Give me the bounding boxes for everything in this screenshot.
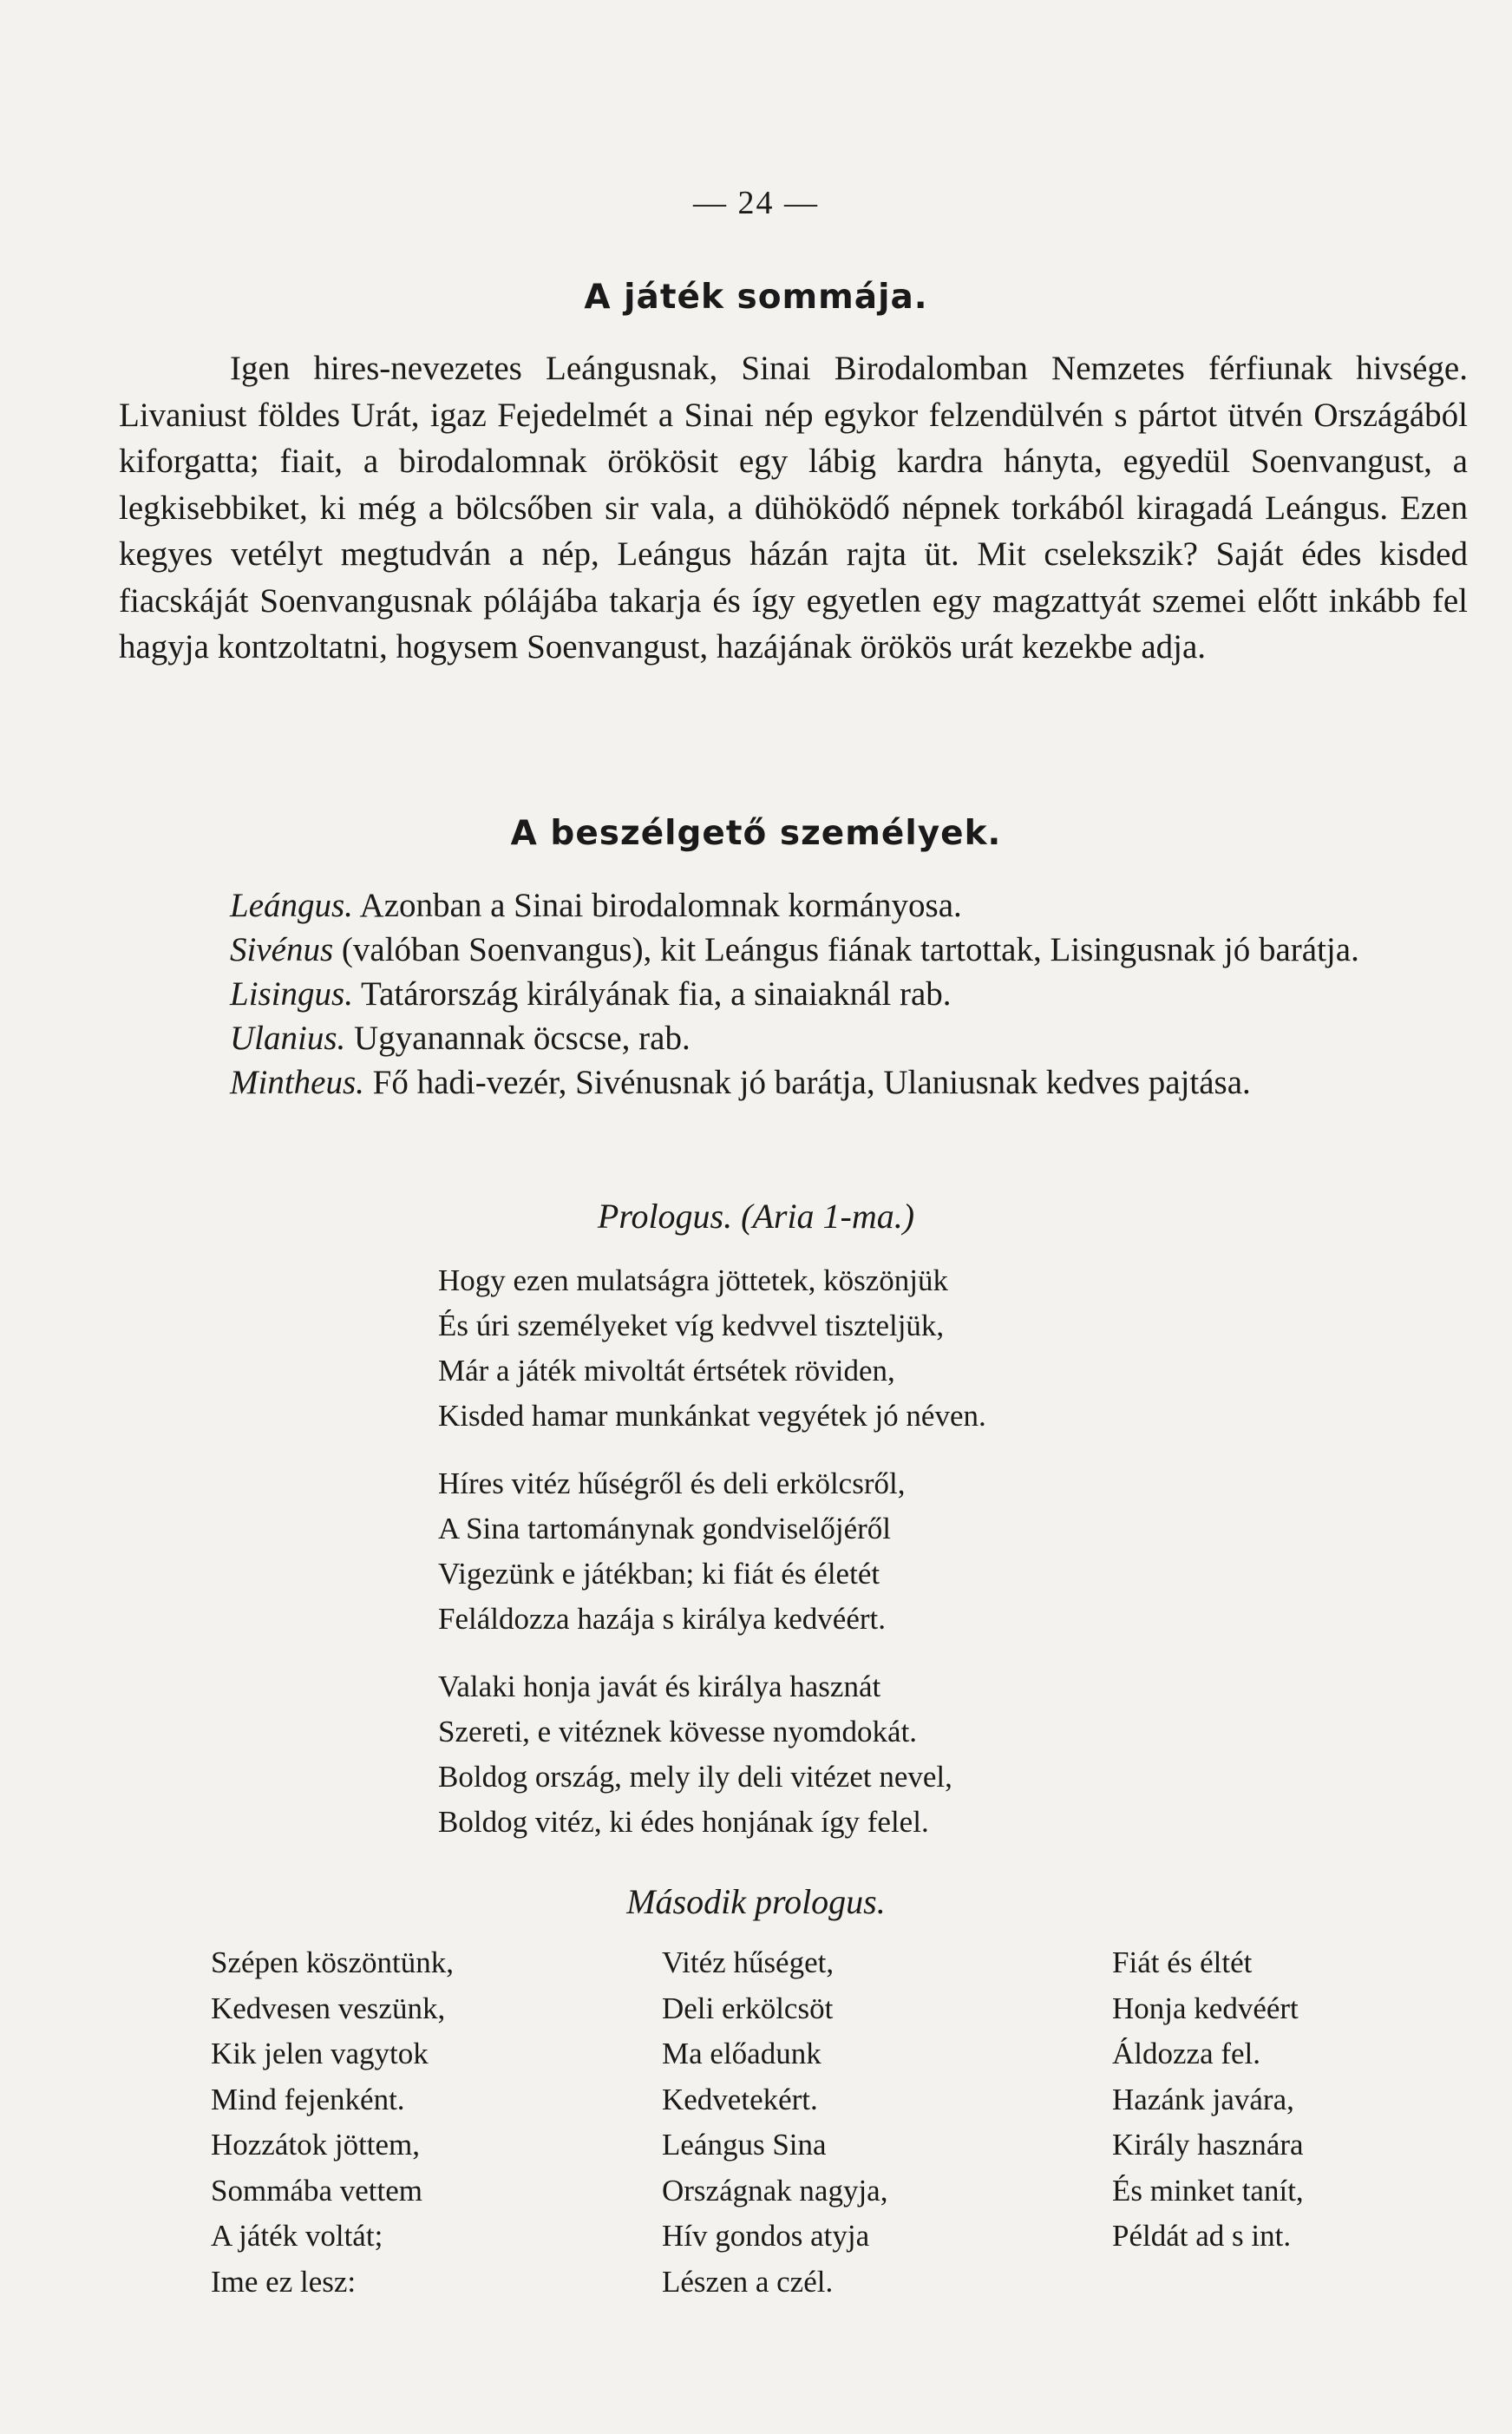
- verse-line: Ma előadunk: [662, 2037, 821, 2070]
- cast-entry: [119, 972, 1468, 1016]
- verse-line: A játék voltát;: [211, 2219, 383, 2253]
- cast-role-name: Sivénus: [230, 931, 334, 968]
- verse-line: Boldog ország, mely ily deli vitézet nevel,: [438, 1760, 952, 1794]
- cast-entry: [119, 883, 1468, 928]
- verse-line: Honja kedvéért: [1112, 1991, 1299, 2025]
- verse-line: Mind fejenként.: [211, 2082, 405, 2116]
- verse-line: Király hasznára: [1112, 2128, 1304, 2162]
- verse-line: Fiát és éltét: [1112, 1945, 1253, 1979]
- cast-role-name: Ulanius.: [230, 1020, 346, 1057]
- cast-role-name: Lisingus.: [230, 975, 353, 1013]
- verse-line: Lészen a czél.: [662, 2264, 834, 2299]
- verse-line: Kisded hamar munkánkat vegyétek jó néven.: [438, 1399, 986, 1433]
- cast-role-name: Leángus.: [230, 887, 353, 924]
- stanza: [438, 1258, 1219, 1439]
- verse-line: Kedvetekért.: [662, 2082, 818, 2116]
- stanza: [438, 1461, 1219, 1642]
- verse-line: Országnak nagyja,: [662, 2173, 888, 2208]
- verse-line: Ime ez lesz:: [211, 2264, 357, 2299]
- verse-line: És úri személyeket víg kedvvel tiszteljük,: [438, 1309, 945, 1342]
- verse-line: A Sina tartománynak gondviselőjéről: [438, 1512, 891, 1545]
- verse-column-3: [1112, 1940, 1390, 2260]
- verse-line: Szépen köszöntünk,: [211, 1945, 454, 1979]
- verse-line: Vigezünk e játékban; ki fiát és életét: [438, 1557, 880, 1591]
- verse-line: Kedvesen veszünk,: [211, 1991, 446, 2025]
- cast-entry: [119, 1060, 1468, 1105]
- second-prologue-title: Második prologus.: [626, 1882, 886, 1921]
- prologue-verse: [438, 1258, 1219, 1867]
- verse-line: Valaki honja javát és királya hasznát: [438, 1670, 881, 1703]
- verse-line: Szereti, e vitéznek kövesse nyomdokát.: [438, 1715, 918, 1748]
- verse-column-1: [211, 1940, 488, 2305]
- verse-line: Hazánk javára,: [1112, 2082, 1294, 2116]
- verse-line: Híres vitéz hűségről és deli erkölcsről,: [438, 1466, 906, 1500]
- verse-column-2: [662, 1940, 939, 2305]
- cast-entry: [119, 928, 1468, 972]
- prologue-title: Prologus. (Aria 1-ma.): [597, 1197, 915, 1236]
- cast-role-description: Fő hadi-vezér, Sivénusnak jó barátja, Ulaniusnak kedves pajtása.: [372, 1064, 1251, 1101]
- cast-role-description: Azonban a Sinai birodalomnak kormányosa.: [359, 887, 962, 924]
- verse-line: Kik jelen vagytok: [211, 2037, 429, 2070]
- stanza: [438, 1664, 1219, 1845]
- verse-line: Hív gondos atyja: [662, 2219, 870, 2253]
- cast-role-description: Tatárország királyának fia, a sinaiaknál rab.: [361, 975, 952, 1013]
- cast-list: [119, 883, 1468, 1105]
- verse-line: És minket tanít,: [1112, 2173, 1304, 2208]
- verse-line: Vitéz hűséget,: [662, 1945, 835, 1979]
- verse-line: Példát ad s int.: [1112, 2219, 1292, 2253]
- summary-paragraph: Igen hires-nevezetes Leángusnak, Sinai Birodalomban Nemzetes férfiunak hivsége. Livaniust földes Urát, igaz Fejedelmét a Sinai nép egykor felzendülvén s pártot ütvén Országából kiforgatta; fiait, a birodalomnak örökösit egy lábig kardra hányta, egyedül Soenvangust, a legkisebbiket, ki még a bölcsőben sir vala, a dühöködő népnek torkából kiragadá Leángus. Ezen kegyes vetélyt megtudván a nép, Leángus házán rajta üt. Mit cselekszik? Saját édes kisded fiacskáját Soenvangusnak pólájába takarja és így egyetlen egy magzattyát szemei előtt inkább fel hagyja kontzoltatni, hogysem Soenvangust, hazájának örökös urát kezekbe adja.: [119, 350, 1468, 666]
- verse-line: Boldog vitéz, ki édes honjának így felel.: [438, 1805, 929, 1839]
- verse-line: Feláldozza hazája s királya kedvéért.: [438, 1602, 886, 1636]
- cast-role-name: Mintheus.: [230, 1064, 364, 1101]
- cast-role-description: Ugyanannak öcscse, rab.: [354, 1020, 691, 1057]
- verse-line: Hogy ezen mulatságra jöttetek, köszönjük: [438, 1263, 949, 1297]
- verse-line: Deli erkölcsöt: [662, 1991, 834, 2025]
- page-number: — 24 —: [693, 185, 819, 221]
- verse-line: Hozzátok jöttem,: [211, 2128, 421, 2162]
- verse-line: Sommába vettem: [211, 2173, 422, 2208]
- verse-line: Már a játék mivoltát értsétek röviden,: [438, 1354, 895, 1388]
- cast-role-description: (valóban Soenvangus), kit Leángus fiának tartottak, Lisingusnak jó barátja.: [341, 931, 1359, 968]
- summary-section: [119, 345, 1468, 671]
- cast-entry: [119, 1016, 1468, 1060]
- verse-line: Áldozza fel.: [1112, 2037, 1261, 2070]
- summary-title: A játék sommája.: [584, 278, 928, 317]
- cast-title: A beszélgető személyek.: [510, 814, 1002, 853]
- verse-line: Leángus Sina: [662, 2128, 827, 2162]
